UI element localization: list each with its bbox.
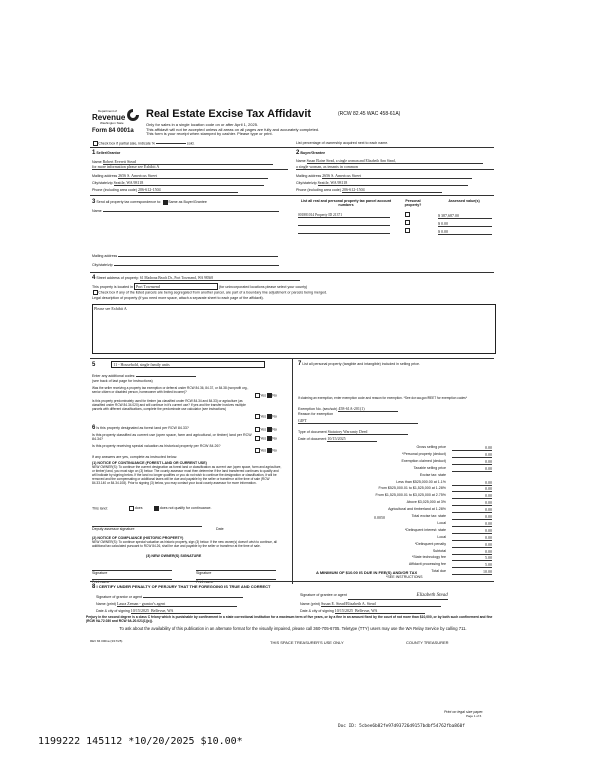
- tax-row-label: Local: [437, 534, 446, 539]
- seller-city[interactable]: Seattle, WA 98118: [114, 180, 264, 186]
- seller-phone-row: Phone (including area code) 206-612-1504: [92, 187, 288, 193]
- tax-row-value[interactable]: 5.00: [452, 555, 492, 561]
- timber-agriculture-question: Is this property predominately used for timber (as classified under RCW 84.34 and 84.33) or agriculture (as classified under RCW 84.34.020) and will continue in it's current use? If yes and the transfer involves multiple parcels with different classifications, complete the predominate use calculator (see instructions): [92, 399, 246, 411]
- seller-heading: 1 Seller/Grantor: [92, 150, 121, 156]
- grantee-name-row: Name (print) Susan E. Stead/Elizabeth A. Stead: [300, 601, 441, 607]
- minimum-due-note: A MINIMUM OF $10.00 IS DUE IN FEE(S) AND/OR TAX: [316, 570, 418, 575]
- land-does-checkbox[interactable]: [129, 506, 134, 511]
- page-number: Page 1 of 6: [466, 714, 482, 718]
- additional-codes-row: Enter any additional codes:: [92, 374, 196, 378]
- segregated-row: Check box if any of the listed parcels are being segregated from another parcel, are part of a boundary line adjustment or parcels being merged.: [92, 290, 327, 295]
- new-owner-print-name-1: Print name: [92, 580, 110, 584]
- partial-sale-label: Check box if partial sale, indicate %: [98, 141, 155, 146]
- see-instructions-note: *SEE INSTRUCTIONS: [386, 575, 423, 579]
- document-date-row: Date of document 10/15/2025: [298, 436, 377, 442]
- exemption-claim-text: If claiming an exemption, enter exemption code and reason for exemption. *See dor.wa.gov/REET for exemption codes*: [298, 396, 467, 400]
- historic-yes-checkbox[interactable]: [255, 448, 260, 453]
- correspondence-city[interactable]: [114, 265, 279, 266]
- forest-land-question: 6 Is this property designated as forest land per RCW 84.33?: [92, 425, 189, 431]
- assessed-value-column-header: Assessed value(s): [448, 199, 480, 203]
- tax-row-value[interactable]: 0.00: [452, 514, 492, 520]
- tax-row-value[interactable]: 0.00: [452, 549, 492, 555]
- tax-row-label: Local: [437, 520, 446, 525]
- exemption-reason[interactable]: GIFT: [298, 418, 418, 424]
- personal-property-checkbox-2[interactable]: [404, 220, 410, 225]
- seller-mailing[interactable]: 2656 S. Americus Street: [118, 173, 268, 179]
- location-select[interactable]: Port Townsend: [134, 283, 218, 290]
- notice-2: This affidavit will not be accepted unless all areas on all pages are fully and accurately completed.: [146, 126, 320, 132]
- correspondence-name-row: Name: [92, 209, 288, 213]
- see-back-note: (see back of last page for instructions): [92, 379, 153, 383]
- if-yes-note: If any answers are yes, complete as instructed below.: [92, 455, 178, 459]
- additional-codes-input[interactable]: [136, 376, 196, 377]
- exemption-code-row: Exemption No. (sec/sub) 458-61A-201(1): [298, 406, 398, 412]
- correspondence-city-row: City/state/zip: [92, 263, 288, 267]
- grantee-name[interactable]: Susan E. Stead/Elizabeth A. Stead: [321, 601, 441, 607]
- tax-row-label: Excise tax: state: [419, 472, 446, 477]
- dept-name: Revenue: [92, 113, 126, 122]
- exemption-code[interactable]: 458-61A-201(1): [338, 406, 398, 412]
- timber-no-checkbox[interactable]: [267, 414, 272, 419]
- document-id: Doc ID: 5cbee6b82fe97d93726d9157bdbf54762fba860f: [338, 724, 465, 729]
- current-use-question: Is this property classified as current use (open space, farm and agricultural, or timber) land per RCW 84.34?: [92, 433, 252, 442]
- partial-sale-checkbox[interactable]: [93, 141, 98, 146]
- tax-row-label: Total excise tax: state: [411, 514, 446, 518]
- timber-yes-checkbox[interactable]: [255, 414, 260, 419]
- historic-question: Is this property receiving special valuation as historical property per RCW 84.26?: [92, 444, 221, 448]
- dept-line2: Washington State: [100, 121, 124, 125]
- certify-statement: 8 I CERTIFY UNDER PENALTY OF PERJURY THAT THE FOREGOING IS TRUE AND CORRECT: [92, 584, 271, 590]
- tax-row-label: Less than $525,000.00 at 1.1%: [396, 479, 446, 484]
- assessed-value-3[interactable]: $ 0.00: [438, 229, 492, 235]
- timber-agriculture-answer: Yes No: [254, 414, 277, 419]
- historic-notice-heading: (2) NOTICE OF COMPLIANCE (HISTORIC PROPERTY): [92, 536, 184, 540]
- treasurer-use-only: THIS SPACE TREASURER'S USE ONLY: [270, 640, 344, 645]
- current-use-answer: Yes No: [254, 436, 277, 441]
- grantee-signature[interactable]: Elizabeth Stead: [348, 593, 448, 600]
- tax-row-label: *State technology fee: [411, 555, 446, 560]
- buyer-phone-row: Phone (including area code) 206-612-1504: [296, 187, 494, 193]
- print-legal-note: Print on legal size paper.: [444, 710, 484, 714]
- local-rate[interactable]: 0.0050: [374, 515, 385, 520]
- historic-answer: Yes No: [254, 448, 277, 453]
- forest-land-answer: Yes No: [254, 427, 277, 432]
- affidavit-page: [86, 96, 498, 738]
- buyer-name-line2[interactable]: a single woman, as tenants in common: [296, 164, 494, 170]
- buyer-phone[interactable]: 206-612-1504: [342, 187, 442, 193]
- perjury-notice: Perjury in the second degree is a class C felony which is punishable by confinement in a state correctional institution for a maximum term of five years, or by a fine in an amount fixed by the court of not more than $10,000, or by both such confinement and fine (RCW 9A.72.030 and RCW 9A.20.021(1)(c)).: [86, 615, 493, 624]
- assessed-value-1[interactable]: $ 387,687.00: [438, 213, 492, 219]
- notice-3: This form is your receipt when stamped by cashier. Please type or print.: [146, 131, 273, 136]
- tax-row-label: Subtotal: [432, 548, 446, 553]
- tax-row-label: Gross selling price: [416, 445, 446, 449]
- grantee-date-row: Date & city of signing 10/15/2025 Bellevue, WA: [300, 608, 425, 614]
- tax-row-value[interactable]: 0.00: [452, 459, 492, 465]
- buyer-city-row: City/state/zip Seattle, WA 98118: [296, 180, 494, 186]
- new-owner-signature-heading: (3) NEW OWNER(S) SIGNATURE: [146, 554, 202, 558]
- form-number: Form 84 0001a: [92, 128, 134, 134]
- tax-row-value[interactable]: 0.00: [452, 466, 492, 472]
- personal-property-list-label: 7 List all personal property (tangible and intangible) included in selling price.: [298, 361, 421, 367]
- document-type[interactable]: Statutory Warranty Deed: [328, 429, 408, 435]
- list-percentage-note: List percentage of ownership acquired next to each name.: [296, 141, 389, 145]
- tax-row-value[interactable]: 0.00: [452, 507, 492, 513]
- sold-label: sold.: [186, 141, 195, 146]
- personal-property-checkbox-3[interactable]: [404, 228, 410, 233]
- this-land-row: This land: does does not qualify for continuance.: [92, 506, 212, 511]
- new-owner-signature-1: Signature: [92, 571, 108, 575]
- land-does-not-checkbox[interactable]: [154, 506, 159, 511]
- buyer-heading: 2 Buyer/Grantee: [296, 150, 326, 156]
- deputy-assessor-signature: Deputy assessor signature: [92, 527, 135, 531]
- historic-notice-text: NEW OWNER(S): To continue special valuation as historic property, sign (3) below. If the new owner(s) doesn't wish to continue, all additional tax calculated pursuant to RCW 84.26, shall be due and payable by the seller or transferor at the time of sale.: [92, 540, 277, 548]
- continuance-text: NEW OWNER(S): To continue the current designation as forest land or classification as current use (open space, farm and agriculture, or timber) land, you must sign on (3) below. The county assessor must then determine if the land transferred continues to qualify and will indicate by signing below. If the land no longer qualifies or you do not wish to continue the designation or classification, it will be removed and the compensating or additional taxes will be due and payable by the seller or transferor at the time of sale (RCW 84.33.140 or 84.34.108). Prior to signing (3) below, you may contact your local county assessor for more information.: [92, 465, 282, 485]
- parcel-number-1[interactable]: 001881014 Property ID 21371: [298, 213, 390, 218]
- tax-row-label: Taxable selling price: [413, 465, 446, 470]
- grantor-date-row: Date & city of signing 10/15/2025 Bellevue, WA: [96, 608, 221, 614]
- tax-row-value[interactable]: 10.00: [452, 569, 492, 575]
- deputy-date-label: Date: [216, 527, 224, 531]
- assessed-value-2[interactable]: $ 0.00: [438, 221, 492, 227]
- notice-1: Only for sales in a single location code on or after April 1, 2025.: [146, 122, 259, 127]
- rcw-reference: (RCW 82.45 WAC 458-61A): [338, 111, 401, 117]
- legal-description-label: Legal description of property (if you need more space, attach a separate sheet to each page of the affidavit).: [92, 296, 264, 300]
- tax-row-value[interactable]: 0.00: [452, 480, 492, 486]
- parcel-number-3[interactable]: [298, 229, 390, 234]
- revision-number: REV 84 0001a (3/17/25): [90, 639, 123, 643]
- tax-row-value[interactable]: 0.00: [452, 452, 492, 458]
- seller-name[interactable]: Robert Everett Stead: [103, 159, 273, 165]
- document-date[interactable]: 10/15/2025: [327, 436, 377, 442]
- tax-row-value[interactable]: 0.00: [452, 528, 492, 534]
- buyer-city[interactable]: Seattle, WA 98118: [318, 180, 468, 186]
- tax-row-label: *Delinquent interest: state: [404, 527, 446, 532]
- seller-mailing-row: Mailing address 2656 S. Americus Street: [92, 173, 288, 179]
- seller-phone[interactable]: 206-612-1504: [138, 187, 238, 193]
- tax-row-label: Total due: [431, 569, 446, 574]
- grantee-date-city[interactable]: 10/15/2025 Bellevue, WA: [335, 608, 425, 614]
- parcel-number-2[interactable]: [298, 221, 390, 226]
- tax-row-label: *Personal property (deduct): [402, 451, 446, 456]
- recording-stamp: 1199222 145112 *10/20/2025 $10.00*: [38, 736, 243, 747]
- street-address[interactable]: 61 Madrona Beach Dr., Port Townsend, WA 98368: [140, 276, 300, 281]
- historic-no-checkbox[interactable]: [267, 448, 272, 453]
- land-use-select[interactable]: 11 - Household, single family units: [111, 361, 265, 368]
- buyer-mailing[interactable]: 2656 S. Americus Street: [322, 173, 472, 179]
- tax-row-value[interactable]: 0.00: [452, 521, 492, 527]
- current-use-no-checkbox[interactable]: [267, 436, 272, 441]
- legal-description-box[interactable]: Please see Exhibit A: [92, 304, 496, 354]
- tax-row-label: Affidavit processing fee: [408, 562, 446, 567]
- partial-sale-row: [92, 141, 195, 146]
- tax-row-value[interactable]: 0.00: [452, 445, 492, 451]
- tax-row-label: Agricultural and timberland at 1.28%: [388, 507, 446, 512]
- tax-row-label: From $525,000.01 to $1,525,000 at 1.28%: [378, 486, 446, 491]
- tax-row-label: Exemption claimed (deduct): [401, 458, 446, 463]
- grantor-date-city[interactable]: 10/15/2025 Bellevue, WA: [131, 608, 221, 614]
- located-row: This property is located in Port Townsend (for unincorporated locations please select your county): [92, 284, 308, 289]
- buyer-name-row: Name Susan Elaine Stead, a single woman and Elizabeth Ann Stead,: [296, 159, 494, 164]
- form-title: Real Estate Excise Tax Affidavit: [146, 108, 312, 120]
- forest-no-checkbox[interactable]: [267, 427, 272, 432]
- seller-name-line2[interactable]: for more information please see Exhibit A: [92, 164, 288, 170]
- correspondence-mailing[interactable]: [118, 256, 278, 257]
- current-use-yes-checkbox[interactable]: [255, 436, 260, 441]
- new-owner-signature-2: Signature: [196, 571, 212, 575]
- seller-name-row: Name Robert Everett Stead: [92, 159, 288, 165]
- tax-row-label: From $1,525,000.01 to $3,025,000 at 2.75%: [375, 493, 446, 498]
- tax-row-value[interactable]: 0.00: [452, 493, 492, 499]
- county-treasurer-label: COUNTY TREASURER: [406, 640, 449, 645]
- tax-row-label: Above $3,025,000 at 3%: [406, 500, 446, 505]
- exemption-yes-checkbox[interactable]: [255, 393, 260, 398]
- correspondence-name[interactable]: [103, 211, 279, 212]
- tax-row-value[interactable]: 5.00: [452, 562, 492, 568]
- alternate-format-notice: To ask about the availability of this publication in an alternate format for the visually impaired, please call 360-705-6705. Teletype (TTY) users may use the WA Relay Service by calling 711.: [119, 626, 467, 631]
- exemption-no-checkbox[interactable]: [267, 393, 272, 398]
- grantor-signature[interactable]: [143, 593, 243, 598]
- exemption-deferral-answer: Yes No: [254, 393, 277, 398]
- street-address-row: 4 Street address of property: 61 Madrona Beach Dr., Port Townsend, WA 98368: [92, 275, 300, 283]
- grantor-name-row: Name (print) Laura Zeman - grantor's agent: [96, 601, 237, 607]
- parcel-column-header: List all real and personal property tax parcel account numbers: [300, 199, 392, 208]
- exemption-deferral-question: Was the seller receiving a property tax exemption or deferral under RCW 84.36, 84.37, or 84.38 (nonprofit org., senior citizen or disabled person, homeowner with limited income)?: [92, 386, 249, 394]
- tax-row-value[interactable]: 0.00: [452, 486, 492, 492]
- personal-property-column-header: Personal property?: [404, 199, 422, 208]
- grantor-signature-row: Signature of grantor or agent: [96, 593, 243, 599]
- buyer-mailing-row: Mailing address 2656 S. Americus Street: [296, 173, 494, 179]
- tax-row-value[interactable]: 0.00: [452, 542, 492, 548]
- tax-row-value[interactable]: 0.00: [452, 500, 492, 506]
- same-as-buyer-checkbox[interactable]: [163, 200, 168, 205]
- document-type-row: Type of document Statutory Warranty Deed: [298, 429, 408, 435]
- land-use-row: 5 11 - Household, single family units: [92, 361, 265, 370]
- grantor-name[interactable]: Laura Zeman - grantor's agent: [117, 601, 237, 607]
- tax-row-value[interactable]: 0.00: [452, 535, 492, 541]
- tax-correspondence-row: 3 Send all property tax correspondence to: Same as Buyer/Grantee: [92, 199, 207, 205]
- revenue-logo-icon: [126, 108, 140, 122]
- personal-property-checkbox-1[interactable]: [404, 212, 410, 217]
- partial-sale-percent[interactable]: [156, 143, 186, 144]
- buyer-name[interactable]: Susan Elaine Stead, a single woman and Elizabeth Ann Stead,: [307, 159, 483, 164]
- seller-city-row: City/state/zip Seattle, WA 98118: [92, 180, 288, 186]
- grantee-signature-row: Signature of grantee or agent Elizabeth Stead: [300, 593, 448, 600]
- forest-yes-checkbox[interactable]: [255, 427, 260, 432]
- new-owner-print-name-2: Print name: [196, 580, 214, 584]
- dept-line1: Department of: [98, 109, 118, 113]
- exemption-reason-label: Reason for exemption: [298, 412, 334, 416]
- segregated-checkbox[interactable]: [93, 290, 98, 295]
- tax-row-label: *Delinquent penalty: [414, 541, 446, 546]
- continuance-heading: (1) NOTICE OF CONTINUANCE (FOREST LAND OR CURRENT USE): [92, 461, 207, 465]
- correspondence-mailing-row: Mailing address: [92, 254, 288, 258]
